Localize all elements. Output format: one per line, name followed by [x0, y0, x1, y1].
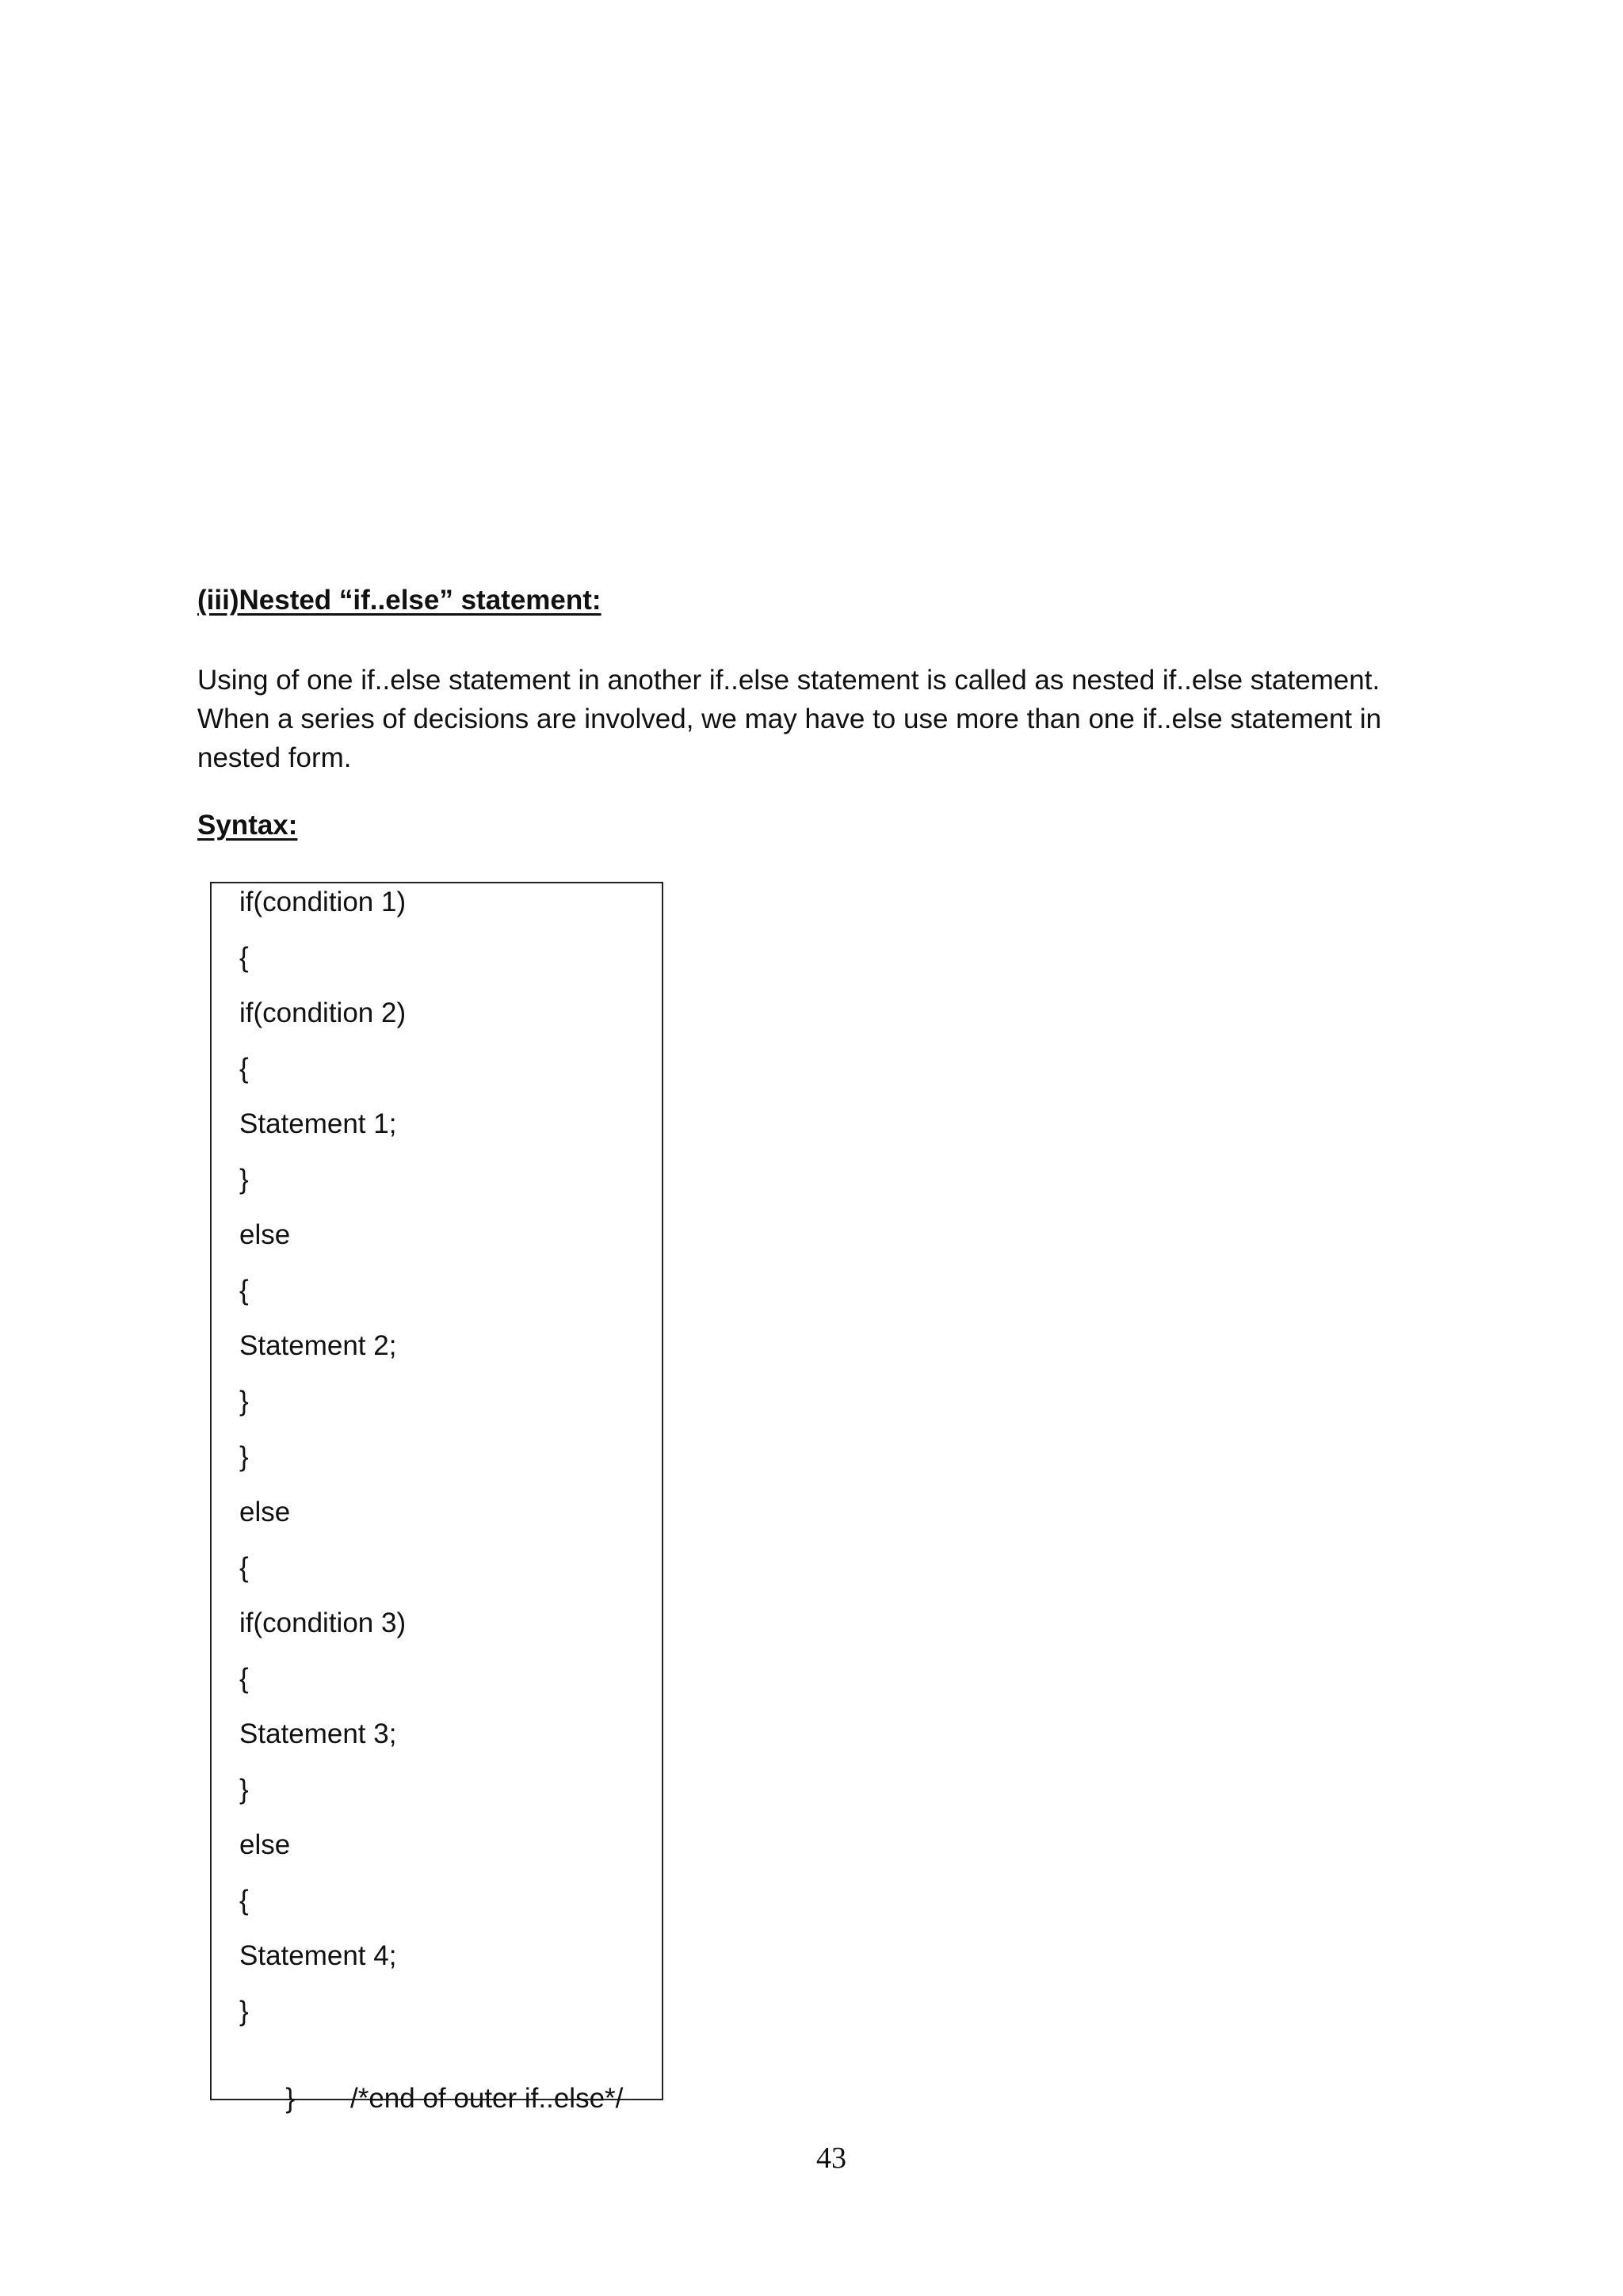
code-line: else: [239, 1829, 291, 1860]
code-line: }: [239, 1774, 249, 1805]
code-line: }: [239, 1386, 249, 1417]
syntax-code-box: [210, 882, 663, 2114]
code-line: if(condition 1): [239, 887, 407, 917]
code-line: }: [239, 1996, 249, 2027]
code-line: else: [239, 1219, 291, 1250]
code-line: {: [239, 1275, 249, 1306]
code-line: {: [239, 1552, 249, 1583]
code-line: Statement 1;: [239, 1108, 397, 1139]
section-heading: (iii)Nested “if..else” statement:: [197, 585, 601, 616]
code-line: {: [239, 942, 249, 973]
description-paragraph: [197, 661, 1434, 777]
code-line: Statement 4;: [239, 1940, 397, 1971]
paragraph-line: nested form.: [197, 742, 352, 773]
code-line: if(condition 2): [239, 997, 407, 1028]
code-line: Statement 2;: [239, 1330, 397, 1361]
paragraph-line: When a series of decisions are involved, we may have to use more than one if..else statement in: [197, 704, 1382, 734]
code-line: {: [239, 1663, 249, 1694]
code-line: else: [239, 1497, 291, 1527]
page-number: 43: [816, 2142, 846, 2175]
code-line: {: [239, 1053, 249, 1084]
syntax-label: Syntax:: [197, 810, 298, 841]
code-line: Statement 3;: [239, 1718, 397, 1749]
closing-brace: }: [285, 2083, 296, 2114]
code-line: [239, 2051, 624, 2146]
code-line: if(condition 3): [239, 1608, 407, 1638]
code-line: {: [239, 1885, 249, 1916]
code-comment: /*end of outer if..else*/: [350, 2083, 624, 2114]
code-line: }: [239, 1164, 249, 1195]
paragraph-line: Using of one if..else statement in another if..else statement is called as nested if..else statement.: [197, 665, 1381, 696]
code-line: }: [239, 1441, 249, 1472]
